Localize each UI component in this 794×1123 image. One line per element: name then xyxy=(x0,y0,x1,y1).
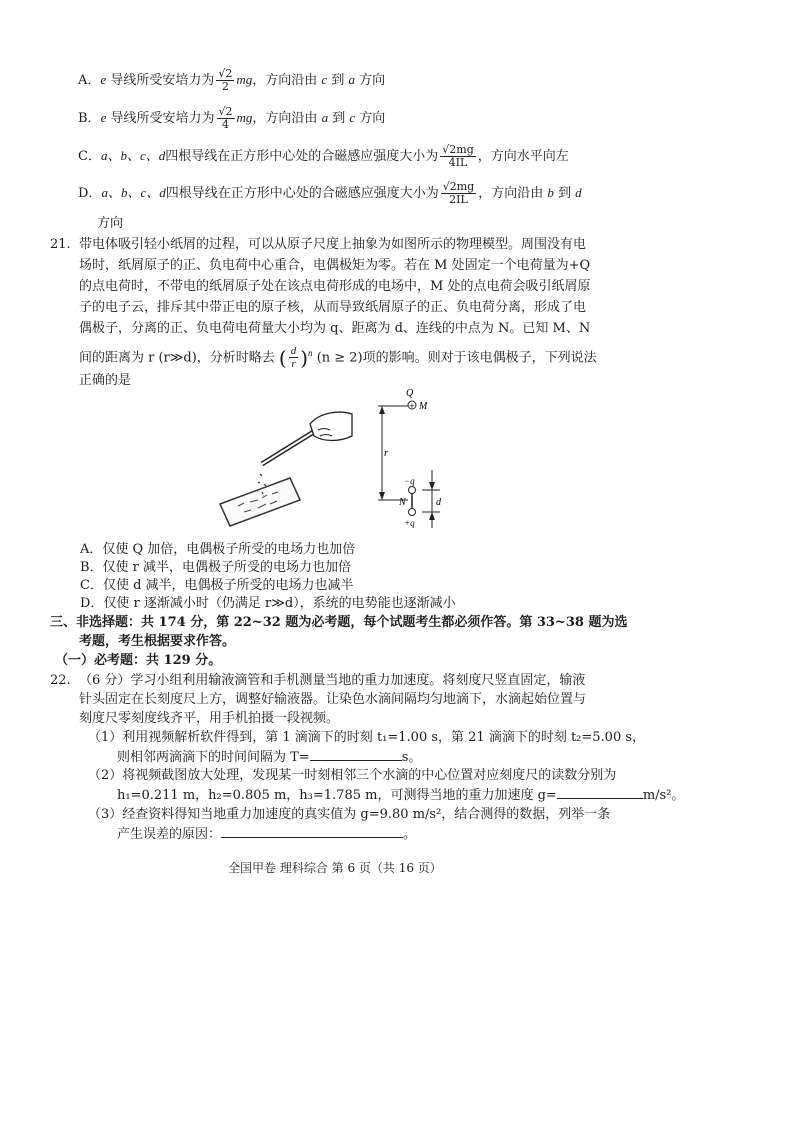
fraction: $\frac{√2mg}{2IL}$ xyxy=(442,180,475,206)
q22-part2: （2）将视频截图放大处理，发现某一时刻相邻三个水滴的中心位置对应刻度尺的读数分别为 xyxy=(88,768,617,783)
q22-part3-answer-line: 产生误差的原因： 。 xyxy=(117,827,417,842)
label-minus-q: −q xyxy=(404,476,415,486)
answer-blank-reason[interactable] xyxy=(221,825,403,838)
option-a-q21: A．仅使 Q 加倍，电偶极子所受的电场力也加倍 xyxy=(80,542,356,557)
q22-part3: （3）经查资料得知当地重力加速度的真实值为 g=9.80 m/s²，结合测得的数据，列举一条 xyxy=(88,807,611,822)
label-N: N xyxy=(399,497,406,508)
option-d-q20: D．a、b、c、d四根导线在正方形中心处的合磁感应强度大小为 $\frac{√2mg}{2IL}$ ，方向沿由 b 到 d xyxy=(78,180,582,206)
q21-line: 的点电荷时，不带电的纸屑原子处在该点电荷形成的电场中，M 处的点电荷会吸引纸屑原 xyxy=(79,279,591,294)
label-plus-q: +q xyxy=(404,518,415,528)
q22-line: 针头固定在长刻度尺上方，调整好输液器。让染色水滴间隔均匀地滴下，水滴起始位置与 xyxy=(79,692,587,707)
q22-part2-answer-line: h₁=0.211 m，h₂=0.805 m，h₃=1.785 m，可测得当地的重力加速度 g= m/s²。 xyxy=(117,788,685,803)
q21-line: 子的电子云，排斥其中带正电的原子核，从而导致纸屑原子的正、负电荷分离，形成了电 xyxy=(79,300,587,315)
label-Q: Q xyxy=(406,388,414,399)
option-d-continuation: 方向 xyxy=(97,216,124,231)
option-c-q21: C．仅使 d 减半，电偶极子所受的电场力也减半 xyxy=(80,578,354,593)
q22-part1: （1）利用视频解析软件得到，第 1 滴滴下的时刻 t₁=1.00 s，第 21 滴滴下的时刻 t₂=5.00 s， xyxy=(88,730,646,745)
plus-sign: + xyxy=(409,402,415,410)
q21-line: 正确的是 xyxy=(79,373,132,388)
q22-line: 刻度尺零刻度线齐平，用手机拍摄一段视频。 xyxy=(79,711,340,726)
label-d: d xyxy=(436,497,441,508)
label-M: M xyxy=(419,401,428,412)
question-number-21: 21. xyxy=(50,237,71,252)
question-number-22: 22. xyxy=(50,673,71,688)
page-footer: 全国甲卷 理科综合 第 6 页（共 16 页） xyxy=(228,861,442,875)
dipole-figure xyxy=(200,384,460,544)
label-r: r xyxy=(384,447,389,459)
charge-plus xyxy=(409,509,416,516)
fraction: $\frac{√2mg}{4IL}$ xyxy=(442,143,474,169)
option-a-q20: A．e 导线所受安培力为 $\frac{√2}{2}$ mg，方向沿由 c 到 a 方向 xyxy=(78,67,386,93)
option-c-q20: C．a、b、c、d四根导线在正方形中心处的合磁感应强度大小为 $\frac{√2mg}{4IL}$ ，方向水平向左 xyxy=(78,143,569,169)
fraction: $\frac{d}{r}$ xyxy=(290,345,297,371)
answer-blank-T[interactable] xyxy=(310,748,402,761)
paper-plate xyxy=(220,478,300,526)
fraction: $\frac{√2}{2}$ xyxy=(218,67,233,93)
q21-line-with-formula: 间的距离为 r (r≫d)，分析时略去 ( $\frac{d}{r}$ )$^n$ (n ≥ 2)项的影响。则对于该电偶极子，下列说法 xyxy=(79,345,597,371)
charge-minus xyxy=(409,487,416,494)
q21-line: 带电体吸引轻小纸屑的过程，可以从原子尺度上抽象为如图所示的物理模型。周围没有电 xyxy=(79,237,587,252)
option-b-q20: B．e 导线所受安培力为 $\frac{√2}{4}$ mg，方向沿由 a 到 c 方向 xyxy=(78,105,386,131)
q22-part1-answer-line: 则相邻两滴滴下的时间间隔为 T= s。 xyxy=(117,750,422,765)
answer-blank-g[interactable] xyxy=(557,786,643,799)
option-d-q21: D．仅使 r 逐渐减小时（仍满足 r≫d），系统的电势能也逐渐减小 xyxy=(80,596,456,611)
q22-line: （6 分）学习小组利用输液滴管和手机测量当地的重力加速度。将刻度尺竖直固定，输液 xyxy=(79,673,586,688)
section-heading-cont: 考题，考生根据要求作答。 xyxy=(79,634,236,649)
hand xyxy=(310,412,352,440)
q21-line: 偶极子，分离的正、负电荷电荷量大小均为 q、距离为 d、连线的中点为 N。已知 M、N xyxy=(79,321,591,336)
subsection-heading: （一）必考题：共 129 分。 xyxy=(55,653,222,668)
option-b-q21: B．仅使 r 减半，电偶极子所受的电场力也加倍 xyxy=(80,560,352,575)
fraction: $\frac{√2}{4}$ xyxy=(218,105,233,131)
section-heading: 三、非选择题：共 174 分，第 22~32 题为必考题，每个试题考生都必须作答。第 33~38 题为选 xyxy=(50,615,628,630)
q21-line: 场时，纸屑原子的正、负电荷中心重合，电偶极矩为零。若在 M 处固定一个电荷量为+Q xyxy=(79,258,591,273)
